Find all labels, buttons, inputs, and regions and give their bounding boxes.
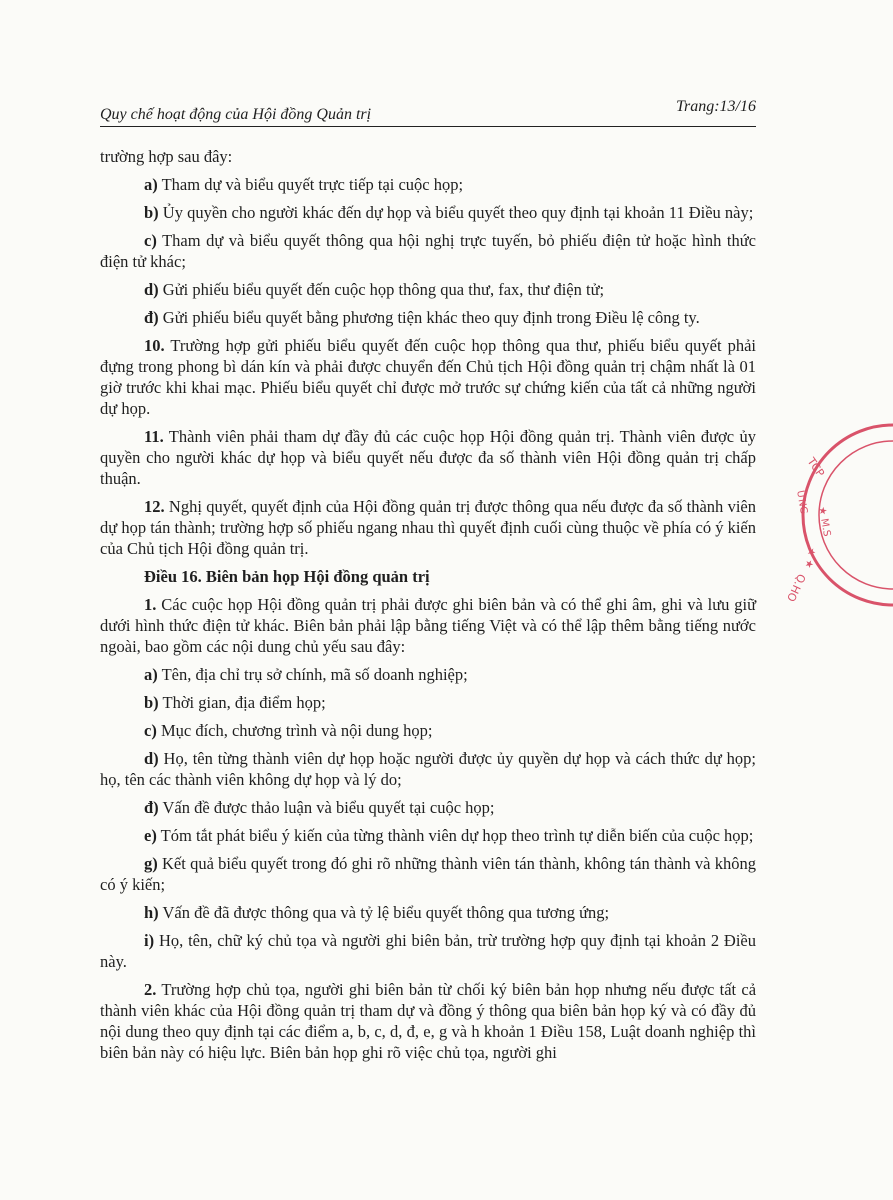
paragraph: a) Tham dự và biểu quyết trực tiếp tại cuộc họp; bbox=[144, 175, 464, 194]
company-seal bbox=[783, 415, 893, 615]
paragraph: i) Họ, tên, chữ ký chủ tọa và người ghi biên bản, trừ trường hợp quy định tại khoản 2 Điều này. bbox=[100, 931, 756, 971]
paragraph: đ) Gửi phiếu biểu quyết bằng phương tiện khác theo quy định trong Điều lệ công ty. bbox=[144, 308, 700, 327]
seal-text: Q.HO bbox=[783, 571, 809, 604]
paragraph: trường hợp sau đây: bbox=[100, 147, 233, 166]
paragraph: d) Họ, tên từng thành viên dự họp hoặc người được ủy quyền dự họp và cách thức dự họp; họ, tên các thành viên không dự họp và lý do; bbox=[100, 749, 756, 789]
paragraph: đ) Vấn đề được thảo luận và biểu quyết tại cuộc họp; bbox=[144, 798, 495, 817]
paragraph: 10. Trường hợp gửi phiếu biểu quyết đến cuộc họp thông qua thư, phiếu biểu quyết phải đựng trong phong bì dán kín và phải được chuyển đến Chủ tịch Hội đồng quản trị chậm nhất là 01 giờ trước khi khai mạc. Phiếu biểu quyết chỉ được mở trước sự chứng kiến của tất cả những người dự họp. bbox=[100, 336, 756, 418]
paragraph: b) Ủy quyền cho người khác đến dự họp và biểu quyết theo quy định tại khoản 11 Điều này; bbox=[144, 203, 754, 222]
seal-text: ỨNG bbox=[794, 489, 810, 515]
paragraph: c) Mục đích, chương trình và nội dung họp; bbox=[144, 721, 433, 740]
paragraph: 2. Trường hợp chủ tọa, người ghi biên bản từ chối ký biên bản họp nhưng nếu được tất cả thành viên khác của Hội đồng quản trị tham dự và đồng ý thông qua biên bản họp ký và có đầy đủ nội dung theo quy định tại các điểm a, b, c, d, đ, e, g và h khoản 1 Điều 158, Luật doanh nghiệp thì biên bản này có hiệu lực. Biên bản họp ghi rõ việc chủ tọa, người ghi bbox=[100, 980, 757, 1062]
paragraph: e) Tóm tắt phát biểu ý kiến của từng thành viên dự họp theo trình tự diễn biến của cuộc họp; bbox=[144, 826, 754, 845]
document-body bbox=[100, 146, 756, 1070]
seal-text: ★ ★ bbox=[802, 546, 817, 570]
paragraph: c) Tham dự và biểu quyết thông qua hội nghị trực tuyến, bỏ phiếu điện tử hoặc hình thức điện tử khác; bbox=[100, 231, 756, 271]
page-number: Trang:13/16 bbox=[675, 98, 756, 115]
paragraph: 12. Nghị quyết, quyết định của Hội đồng quản trị được thông qua nếu được đa số thành viên dự họp tán thành; trường hợp số phiếu ngang nhau thì quyết định cuối cùng thuộc về phía có ý kiến của Chủ tịch Hội đồng quản trị. bbox=[100, 497, 757, 558]
section-heading: Điều 16. Biên bản họp Hội đồng quản trị bbox=[144, 567, 430, 586]
seal-text: ★ M.S bbox=[816, 505, 833, 538]
paragraph: g) Kết quả biểu quyết trong đó ghi rõ những thành viên tán thành, không tán thành và không có ý kiến; bbox=[100, 854, 757, 894]
paragraph: h) Vấn đề đã được thông qua và tỷ lệ biểu quyết thông qua tương ứng; bbox=[144, 903, 610, 922]
page-header bbox=[100, 100, 756, 127]
paragraph: d) Gửi phiếu biểu quyết đến cuộc họp thông qua thư, fax, thư điện tử; bbox=[144, 280, 605, 299]
paragraph: 11. Thành viên phải tham dự đầy đủ các cuộc họp Hội đồng quản trị. Thành viên được ủy quyền cho người khác dự họp và biểu quyết nếu được đa số thành viên Hội đồng quản trị chấp thuận. bbox=[100, 427, 756, 488]
seal-inner-ring bbox=[819, 441, 893, 589]
seal-outer-ring bbox=[803, 425, 893, 605]
paragraph: b) Thời gian, địa điểm họp; bbox=[144, 693, 326, 712]
document-title: Quy chế hoạt động của Hội đồng Quản trị bbox=[100, 106, 372, 123]
paragraph: a) Tên, địa chỉ trụ sở chính, mã số doanh nghiệp; bbox=[144, 665, 468, 684]
seal-text: TCP bbox=[804, 455, 827, 480]
paragraph: 1. Các cuộc họp Hội đồng quản trị phải được ghi biên bản và có thể ghi âm, ghi và lưu giữ dưới hình thức điện tử khác. Biên bản phải lập bằng tiếng Việt và có thể lập thêm bằng tiếng nước ngoài, bao gồm các nội dung chủ yếu sau đây: bbox=[100, 595, 757, 656]
